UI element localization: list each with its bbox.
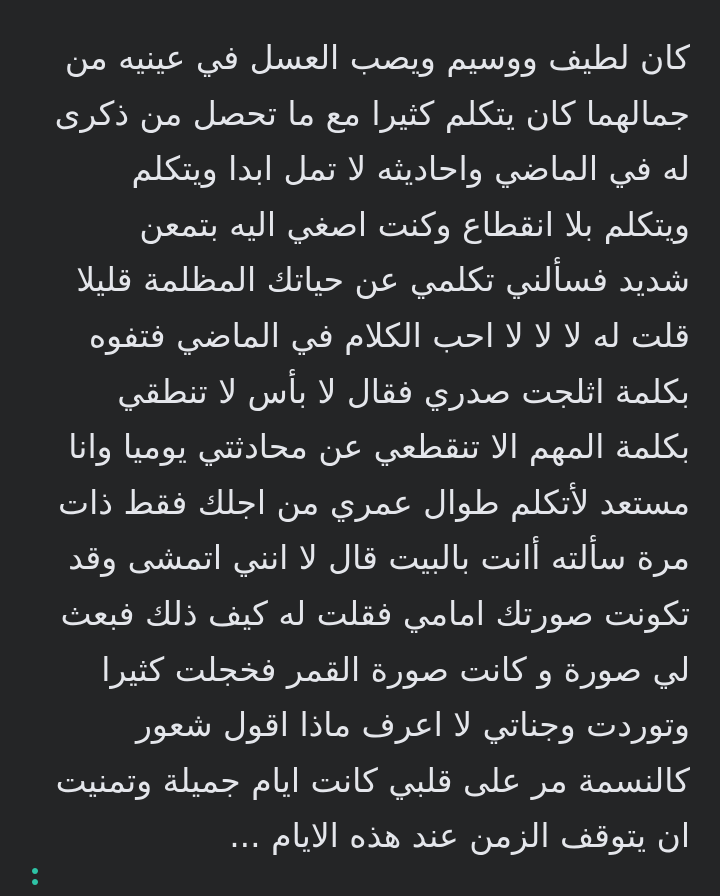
post-line: بكلمة المهم الا تنقطعي عن محادثتي يوميا وانا xyxy=(68,427,690,467)
post-line: شديد فسألني تكلمي عن حياتك المظلمة قليلا xyxy=(76,260,690,300)
post-line: قلت له لا لا لا احب الكلام في الماضي فتفوه xyxy=(88,315,690,355)
post-line: كان لطيف ووسيم ويصب العسل في عينيه من xyxy=(64,38,690,77)
post-line: مرة سألته أانت بالبيت قال لا انني اتمشى وقد xyxy=(68,538,690,578)
post-line: مستعد لأتكلم طوال عمري من اجلك فقط ذات xyxy=(58,482,690,522)
post-line: لي صورة و كانت صورة القمر فخجلت كثيرا xyxy=(101,649,690,689)
post-line: بكلمة اثلجت صدري فقال لا بأس لا تنطقي xyxy=(117,371,690,411)
post-line: له في الماضي واحاديثه لا تمل ابدا ويتكلم xyxy=(131,149,690,189)
post-line: جمالهما كان يتكلم كثيرا مع ما تحصل من ذكرى xyxy=(54,93,690,133)
dot xyxy=(32,868,38,874)
post-line: تكونت صورتك امامي فقلت له كيف ذلك فبعث xyxy=(60,593,690,633)
post-line: ان يتوقف الزمن عند هذه الايام ... xyxy=(229,816,690,856)
post-text xyxy=(32,30,690,864)
post-line: وتوردت وجناتي لا اعرف ماذا اقول شعور xyxy=(135,705,690,745)
post-line: كالنسمة مر على قلبي كانت ايام جميلة وتمنيت xyxy=(55,760,690,800)
vertical-dots-icon[interactable] xyxy=(30,868,40,896)
post-line: ويتكلم بلا انقطاع وكنت اصغي اليه بتمعن xyxy=(139,204,690,244)
dot xyxy=(32,879,38,885)
